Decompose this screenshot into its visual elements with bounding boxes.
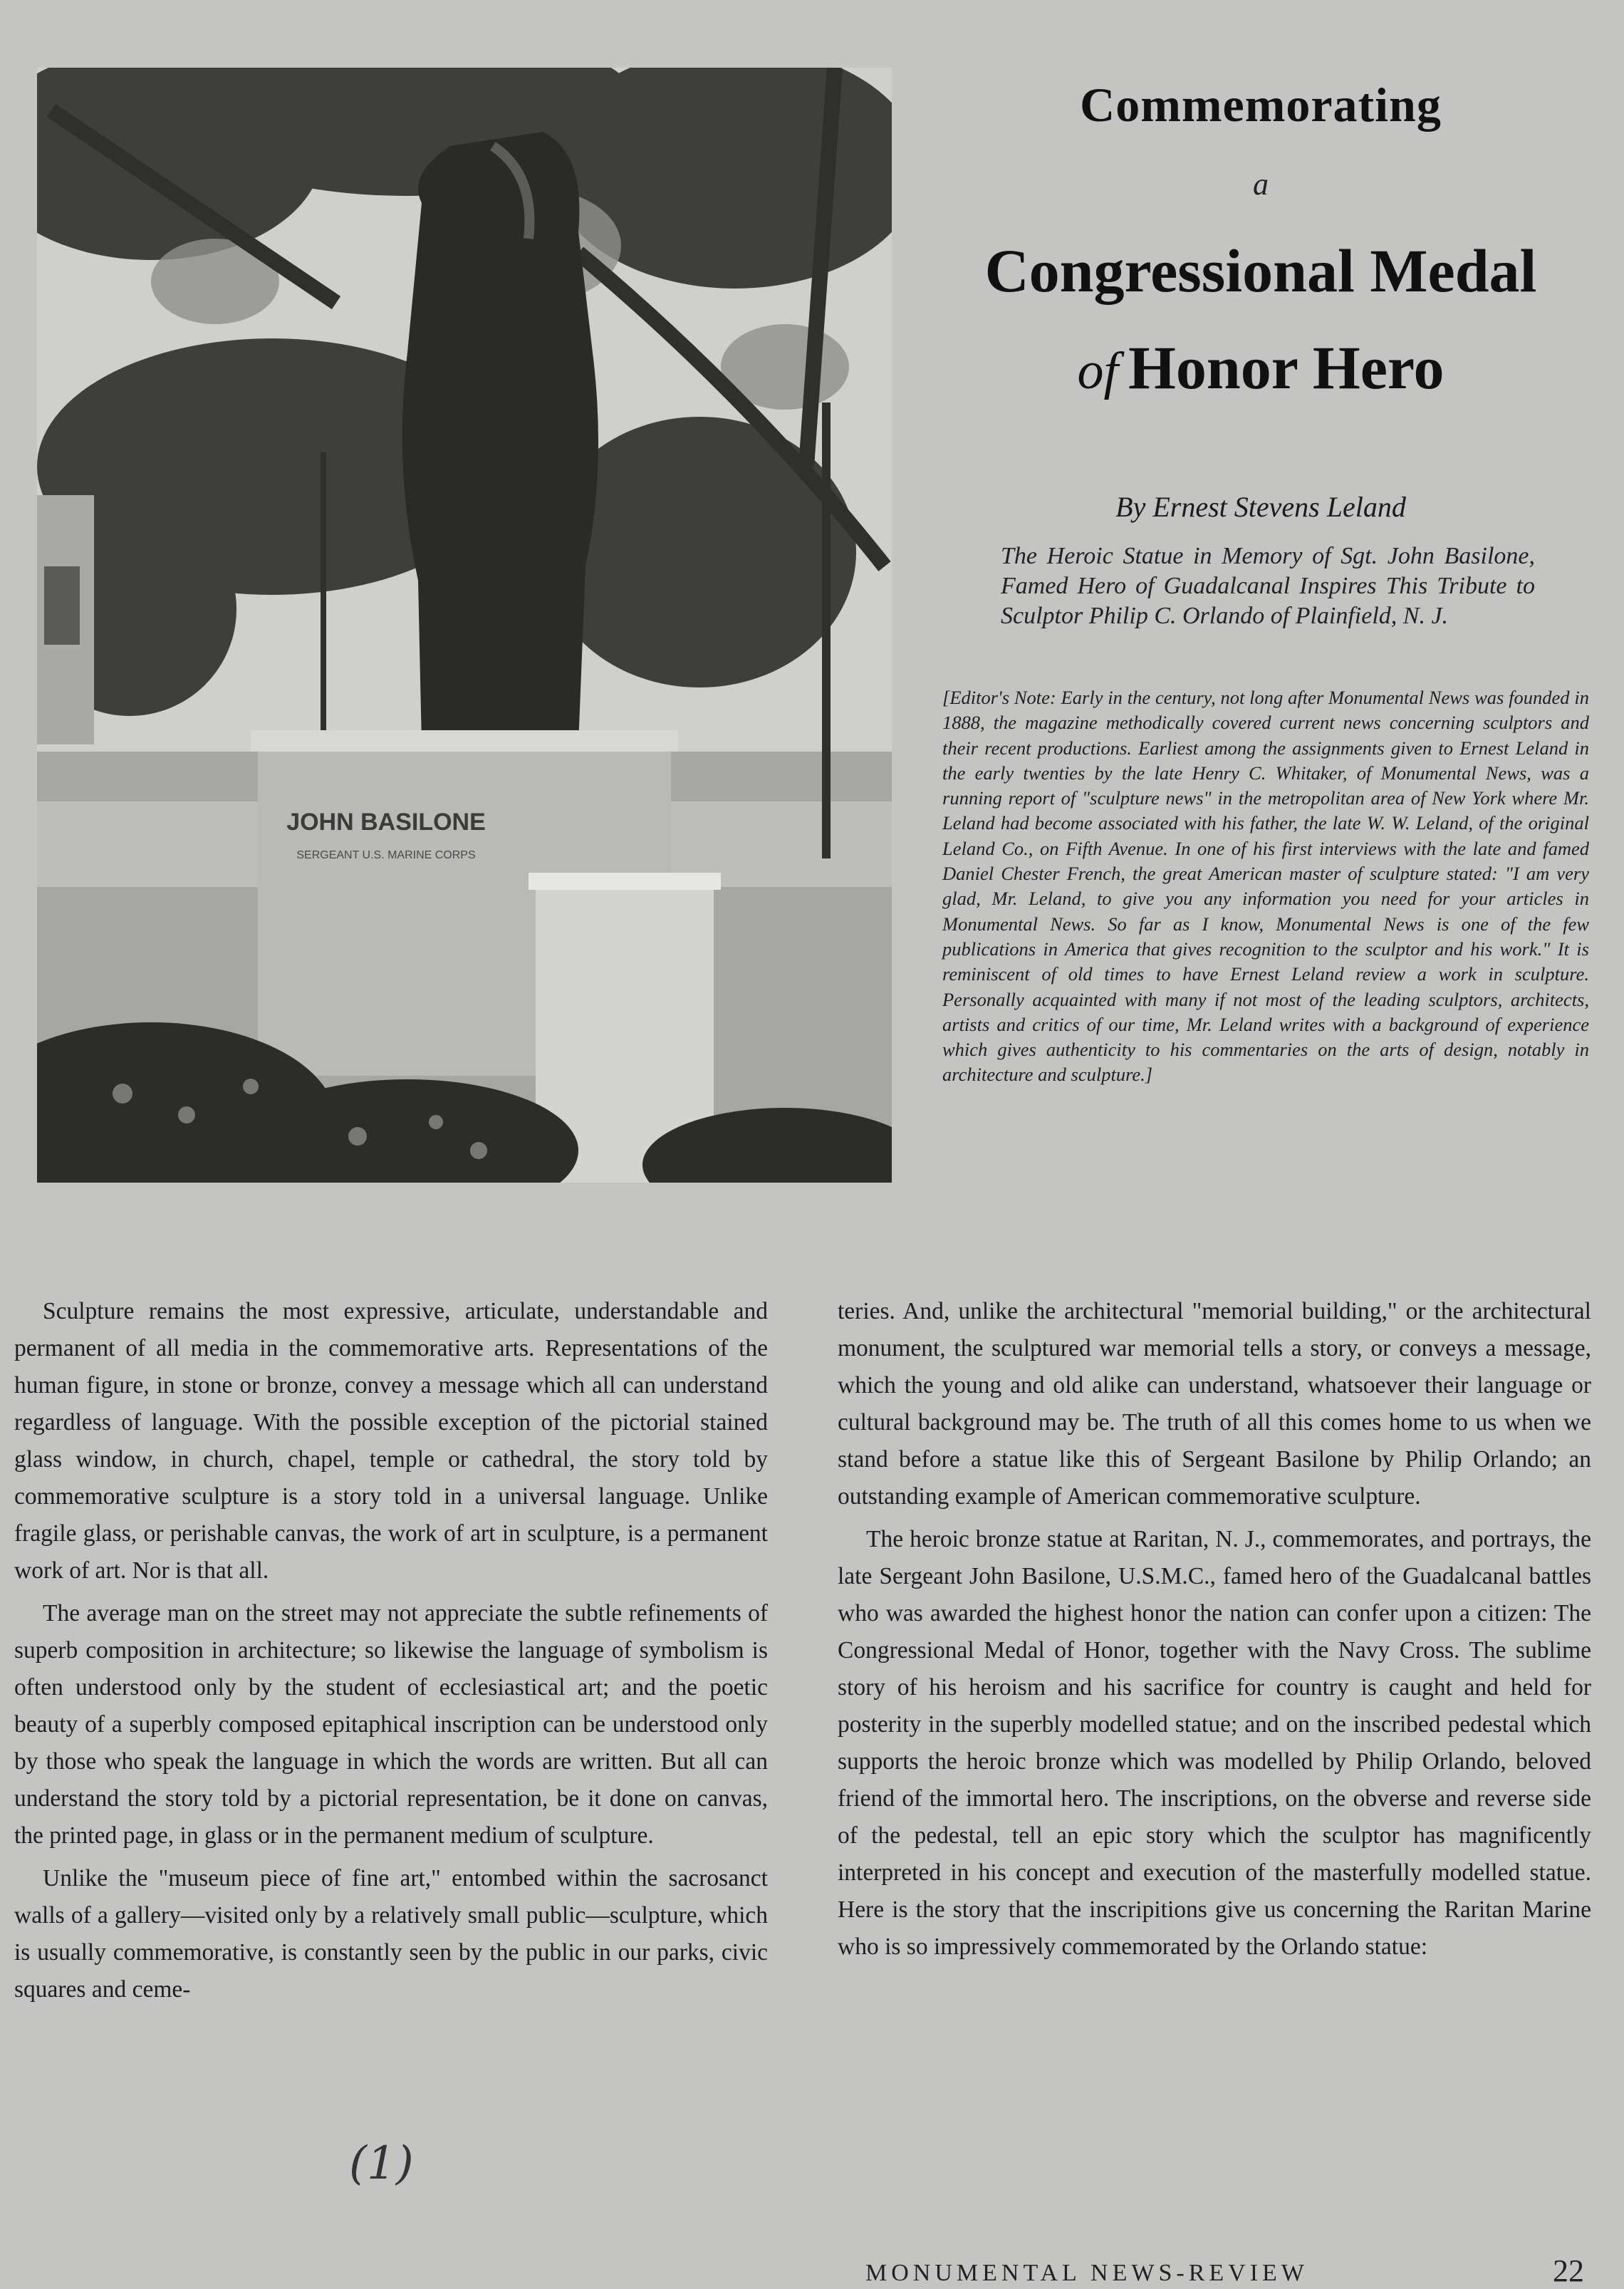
handwritten-mark: (1) [349,2137,414,2190]
title-honor-hero: Honor Hero [1128,333,1445,403]
right-paragraph-1: teries. And, unlike the architectural "memorial building," or the architectural monument, the sculptured war memorial tells a story, or conveys a message, which the young and old alike can understand, whatsoever their language or cultural background may be. The truth of all this comes home to us when we stand before a statue like this of Sergeant Basilone by Philip Orlando; an outstanding example of American commemorative sculpture. [838,1298,1591,1510]
page-number: 22 [1553,2253,1584,2288]
title-honor-hero-line [926,334,1596,402]
body-column-left [14,1293,768,2008]
monument-photo [37,68,892,1183]
body-column-right [838,1293,1591,1966]
title-commemorating: Commemorating [1080,78,1442,132]
right-paragraph-2: The heroic bronze statue at Raritan, N. J., commemorates, and portrays, the late Sergeant John Basilone, U.S.M.C., famed hero of the Guadalcanal battles who was awarded the highest honor the nation can confer upon a citizen: The Congressional Medal of Honor, together with the Navy Cross. The sublime story of his heroism and his sacrifice for country is caught and held for posterity in the superbly modelled statue; and on the inscribed pedestal which supports the heroic bronze which was modelled by Philip Orlando, beloved friend of the immortal hero. The inscriptions, on the obverse and reverse side of the pedestal, tell an epic story which the sculptor has magnificently interpreted in his concept and execution of the masterfully modelled statue. Here is the story that the inscripitions give us concerning the Raritan Marine who is so impressively commemorated by the Orlando statue: [838,1526,1591,1960]
monument-photo-graphic [37,68,892,1183]
article-title [926,78,1596,402]
left-paragraph-2: The average man on the street may not appreciate the subtle refinements of superb composition in architecture; so likewise the language of symbolism is often understood only by the student of ecclesiastical art; and the poetic beauty of a superbly composed epitaphical inscription can be understood only by those who speak the language in which the words are written. But all can understand the story told by a pictorial representation, be it done on canvas, the printed page, in glass or in the permanent medium of sculpture. [14,1600,768,1849]
title-a: a [1253,166,1269,202]
pedestal-inscription-line1: JOHN BASILONE [286,809,486,836]
left-paragraph-1: Sculpture remains the most expressive, articulate, understandable and permanent of all media in the commemorative arts. Representations of the human figure, in stone or bronze, convey a message which all can understand regardless of language. With the possible exception of the pictorial stained glass window, in church, chapel, temple or cathedral, the story told by commemorative sculpture is a story told in a universal language. Unlike fragile glass, or perishable canvas, the work of art in sculpture, is a permanent work of art. Nor is that all. [14,1298,768,1584]
editor-note: [Editor's Note: Early in the century, not long after Monumental News was founded in 1888, the magazine methodically covered current news concerning sculptors and their recent productions. Earliest among the assignments given to Ernest Leland in the early twenties by the late Henry C. Whitaker, of Monumental News, was a running report of "sculpture news" in the metropolitan area of New York where Mr. Leland had become associated with his father, the late W. W. Leland, of the original Leland Co., on Fifth Avenue. In one of his first interviews with the late and famed Daniel Chester French, the great American master of sculpture stated: "I am very glad, Mr. Leland, to give you any information you need for your articles in Monumental News. So far as I know, Monumental News is one of the few publications in America that gives recognition to the sculptor and his work." It is reminiscent of old times to have Ernest Leland review a work in sculpture. Personally acquainted with many if not most of the leading sculptors, architects, artists and critics of our time, Mr. Leland writes with a background of experience which gives authenticity to his commentaries on the arts of design, notably in architecture and sculpture.] [942,687,1589,1086]
byline: By Ernest Stevens Leland [1115,491,1406,523]
subtitle: The Heroic Statue in Memory of Sgt. John Basilone, Famed Hero of Guadalcanal Inspires This Tribute to Sculptor Philip C. Orlando of Plainfield, N. J. [1001,543,1535,629]
pedestal-inscription-line2: SERGEANT U.S. MARINE CORPS [296,849,476,861]
footer-magazine-name: MONUMENTAL NEWS-REVIEW [865,2260,1308,2286]
left-paragraph-3: Unlike the "museum piece of fine art," entombed within the sacrosanct walls of a gallery—visited only by a relatively small public—sculpture, which is usually commemorative, is constantly seen by the public in our parks, civic squares and ceme- [14,1865,768,2003]
title-of: of [1077,342,1119,401]
title-congressional-medal: Congressional Medal [984,236,1537,305]
